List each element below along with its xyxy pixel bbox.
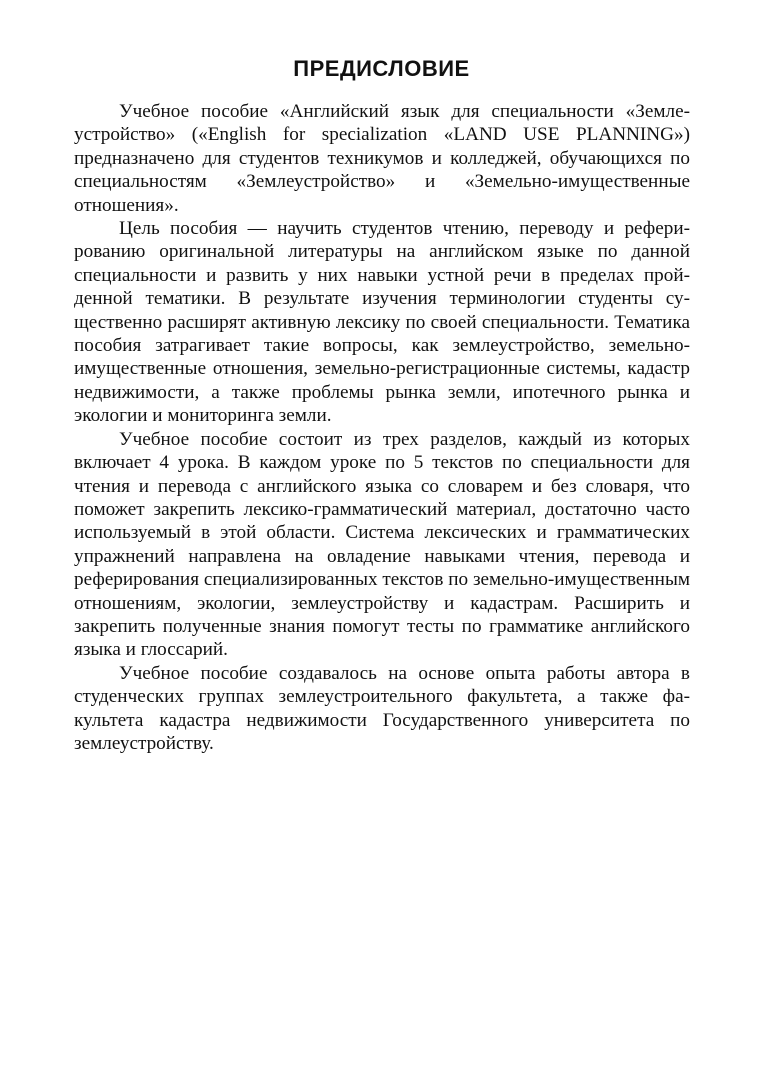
- preface-body: [74, 100, 690, 755]
- paragraph-2: Цель пособия — научить студентов чтению, переводу и реферированию оригинальной литературы на английском языке по данной специальности и развить у них навыки устной речи в пределах пройденной тематики. В результате изучения терминологии студенты существенно расширят активную лексику по своей специальности. Тематика пособия затрагивает такие вопросы, как землеустройство, земельно-имущественные отношения, земельно-регистрационные системы, кадастр недвижимости, а также проблемы рынка земли, ипотечного рынка и экологии и мониторинга земли.: [74, 218, 690, 427]
- paragraph-1: Учебное пособие «Английский язык для специальности «Землеустройство» («English for specialization «LAND USE PLANNING») предназначено для студентов техникумов и колледжей, обучающихся по специальностям «Землеустройство» и «Земельно-имущественные отношения».: [74, 101, 690, 216]
- paragraph-4: Учебное пособие создавалось на основе опыта работы автора в студенческих группах землеустроительного факультета, а также факультета кадастра недвижимости Государственного университета по землеустройству.: [74, 662, 690, 754]
- paragraph-3: Учебное пособие состоит из трех разделов, каждый из которых включает 4 урока. В каждом уроке по 5 текстов по специальности для чтения и перевода с английского языка со словарем и без словаря, что поможет закрепить лексико-грамматический материал, достаточно часто используемый в этой области. Система лексических и грамматических упражнений направлена на овладение навыками чтения, перевода и реферирования специализированных текстов по земельно-имущественным отношениям, экологии, землеустройству и кадастрам. Расширить и закрепить полученные знания помогут тесты по грамматике английского языка и глоссарий.: [74, 428, 690, 661]
- page-title: ПРЕДИСЛОВИЕ: [293, 56, 470, 81]
